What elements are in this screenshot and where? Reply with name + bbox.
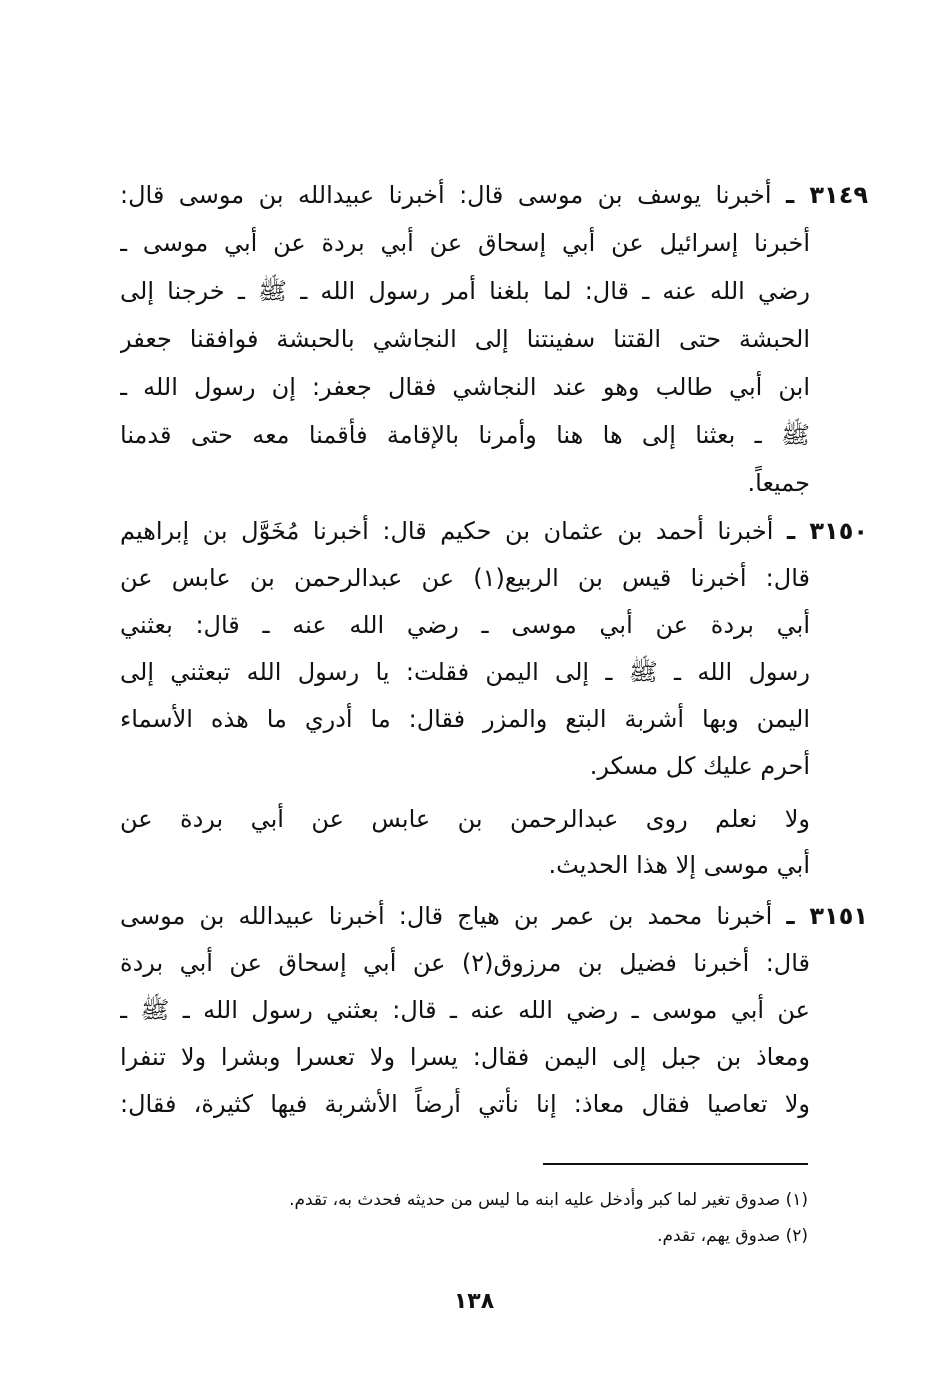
editor-note-line: أبي موسى إلا هذا الحديث. (548, 851, 810, 879)
footnote-2: (٢) صدوق يهم، تقدم. (657, 1226, 808, 1246)
hadith-line: رسول الله ـ ﷺ ـ إلى اليمن فقلت: يا رسول الله تبعثني إلى (120, 658, 810, 686)
footnote-divider (543, 1163, 808, 1165)
hadith-line: عن أبي موسى ـ رضي الله عنه ـ قال: بعثني رسول الله ـ ﷺ ـ (120, 996, 810, 1024)
hadith-line: أبي بردة عن أبي موسى ـ رضي الله عنه ـ قال: بعثني (120, 611, 810, 639)
hadith-line: ابن أبي طالب وهو عند النجاشي فقال جعفر: إن رسول الله ـ (120, 373, 810, 401)
hadith-line: قال: أخبرنا فضيل بن مرزوق(٢) عن أبي إسحاق عن أبي بردة (120, 949, 810, 977)
hadith-number: ٣١٥١ ـ (786, 902, 868, 930)
hadith-line: قال: أخبرنا قيس بن الربيع(١) عن عبدالرحمن بن عابس عن (120, 564, 810, 592)
hadith-text: أخبرنا أحمد بن عثمان بن حكيم قال: أخبرنا مُخَوَّل بن إبراهيم (120, 517, 774, 545)
hadith-line: أخبرنا إسرائيل عن أبي إسحاق عن أبي بردة عن أبي موسى ـ (120, 229, 810, 257)
hadith-line: ولا تعاصيا فقال معاذ: إنا نأتي أرضاً الأشربة فيها كثيرة، فقال: (120, 1090, 810, 1118)
hadith-line: ﷺ ـ بعثنا إلى ها هنا وأمرنا بالإقامة فأقمنا معه حتى قدمنا (120, 421, 810, 449)
hadith-line: رضي الله عنه ـ قال: لما بلغنا أمر رسول الله ـ ﷺ ـ خرجنا إلى (120, 277, 810, 305)
hadith-line (120, 893, 868, 939)
editor-note-line: ولا نعلم روى عبدالرحمن بن عابس عن أبي بردة عن (120, 805, 810, 833)
page-number: ١٣٨ (453, 1289, 495, 1314)
hadith-line: أحرم عليك كل مسكر. (589, 752, 810, 780)
hadith-line: اليمن وبها أشربة البتع والمزر فقال: ما أدري ما هذه الأسماء (120, 705, 810, 733)
hadith-line: الحبشة حتى القتنا سفينتنا إلى النجاشي بالحبشة فوافقنا جعفر (120, 325, 810, 353)
hadith-line (120, 172, 868, 218)
hadith-number: ٣١٤٩ ـ (786, 181, 868, 209)
hadith-line: ومعاذ بن جبل إلى اليمن فقال: يسرا ولا تعسرا وبشرا ولا تنفرا (120, 1043, 810, 1071)
hadith-line: جميعاً. (747, 469, 810, 497)
hadith-number: ٣١٥٠ ـ (786, 517, 868, 545)
hadith-line (120, 508, 868, 554)
hadith-text: أخبرنا يوسف بن موسى قال: أخبرنا عبيدالله بن موسى قال: (120, 181, 772, 209)
footnote-1: (١) صدوق تغير لما كبر وأدخل عليه ابنه ما ليس من حديثه فحدث به، تقدم. (289, 1190, 808, 1210)
hadith-text: أخبرنا محمد بن عمر بن هياج قال: أخبرنا عبيدالله بن موسى (120, 902, 773, 930)
